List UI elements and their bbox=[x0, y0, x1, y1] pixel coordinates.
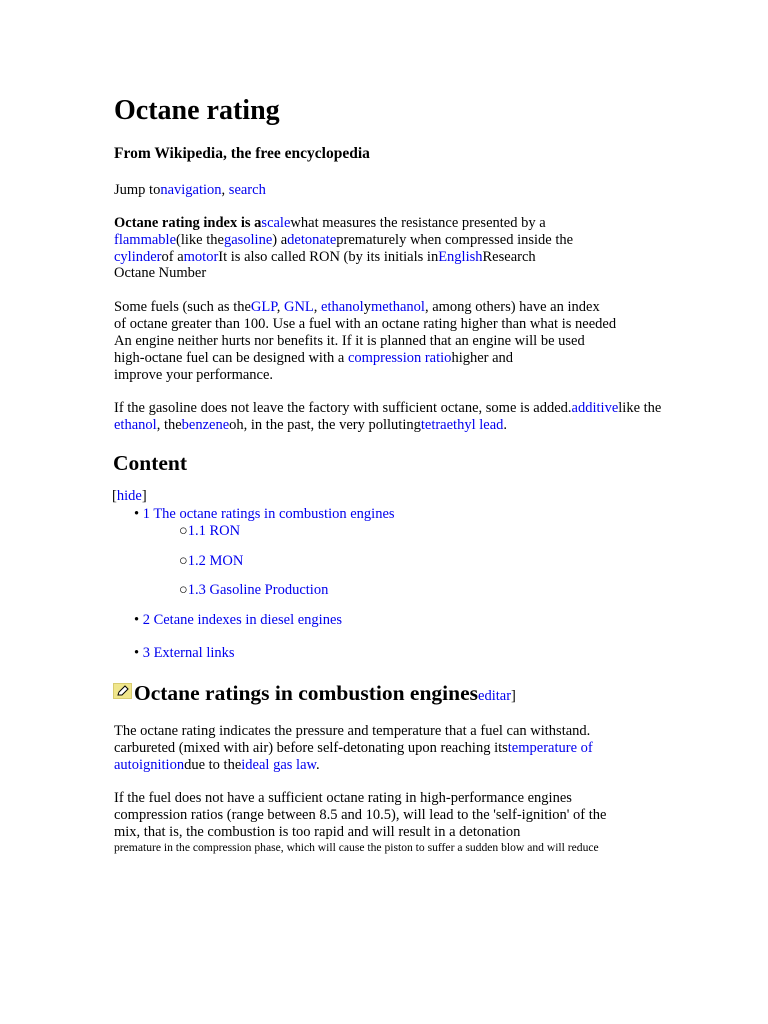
text-line bbox=[114, 839, 599, 857]
text: high-octane fuel can be designed with a bbox=[114, 350, 348, 366]
text: what measures the resistance presented by a bbox=[290, 215, 546, 231]
text: improve your performance. bbox=[114, 367, 274, 383]
text-line bbox=[114, 349, 513, 367]
text-line bbox=[114, 739, 593, 757]
text: . bbox=[503, 417, 508, 433]
text-line bbox=[134, 644, 235, 662]
text: The octane rating indicates the pressure and temperature that a fuel can withstand. bbox=[114, 723, 591, 739]
text-line bbox=[114, 264, 206, 282]
text: ○ bbox=[179, 523, 188, 539]
link[interactable]: hide bbox=[116, 488, 142, 504]
text-line bbox=[112, 487, 147, 505]
text: ○ bbox=[179, 553, 188, 569]
section-edit-link[interactable]: editar bbox=[478, 688, 512, 704]
link[interactable]: GNL bbox=[283, 299, 314, 315]
text-line bbox=[114, 315, 616, 333]
text-line bbox=[114, 416, 507, 434]
text: Jump to bbox=[114, 182, 161, 198]
text-line bbox=[179, 552, 243, 570]
text: due to the bbox=[184, 757, 242, 773]
text: prematurely when compressed inside the bbox=[336, 232, 574, 248]
text-line bbox=[114, 181, 266, 199]
link[interactable]: cylinder bbox=[114, 249, 162, 265]
text-line bbox=[114, 214, 546, 232]
text-line bbox=[114, 399, 661, 417]
text-line bbox=[114, 332, 585, 350]
text: ) a bbox=[272, 232, 288, 248]
text: , the bbox=[156, 417, 182, 433]
link[interactable]: ethanol bbox=[321, 299, 364, 315]
text-line bbox=[114, 756, 320, 774]
pencil-edit-icon[interactable] bbox=[113, 683, 132, 699]
text: , bbox=[276, 299, 284, 315]
link[interactable]: 1.2 MON bbox=[187, 553, 244, 569]
text-line bbox=[114, 298, 600, 316]
text: of octane greater than 100. Use a fuel with an octane rating higher than what is needed bbox=[114, 316, 617, 332]
link[interactable]: English bbox=[438, 249, 483, 265]
text-line bbox=[114, 806, 606, 824]
link[interactable]: additive bbox=[571, 400, 619, 416]
link[interactable]: detonate bbox=[287, 232, 337, 248]
link[interactable]: autoignition bbox=[114, 757, 185, 773]
link[interactable]: 3 External links bbox=[142, 645, 235, 661]
text: oh, in the past, the very polluting bbox=[229, 417, 421, 433]
link[interactable]: flammable bbox=[114, 232, 177, 248]
text: It is also called RON (by its initials in bbox=[218, 249, 439, 265]
text: [ bbox=[112, 488, 117, 504]
text: , bbox=[221, 182, 229, 198]
text: ○ bbox=[179, 582, 188, 598]
link[interactable]: GLP bbox=[250, 299, 277, 315]
text: Research bbox=[482, 249, 536, 265]
text: premature in the compression phase, which will cause the piston to suffer a sudden blow and will reduce bbox=[114, 841, 599, 854]
text-line bbox=[134, 505, 395, 523]
link[interactable]: tetraethyl lead bbox=[420, 417, 504, 433]
link[interactable]: temperature of bbox=[507, 740, 593, 756]
text-line bbox=[179, 522, 240, 540]
text: An engine neither hurts nor benefits it. If it is planned that an engine will be used bbox=[114, 333, 585, 349]
link[interactable]: 1.3 Gasoline Production bbox=[187, 582, 329, 598]
text: compression ratios (range between 8.5 and 10.5), will lead to the 'self-ignition' of the bbox=[114, 807, 607, 823]
content-heading: Content bbox=[113, 451, 188, 475]
link[interactable]: 1 The octane ratings in combustion engines bbox=[142, 506, 395, 522]
text: (like the bbox=[176, 232, 224, 248]
text: higher and bbox=[451, 350, 514, 366]
link[interactable]: search bbox=[228, 182, 266, 198]
text: • bbox=[134, 506, 143, 522]
text: If the fuel does not have a sufficient octane rating in high-performance engines bbox=[114, 790, 572, 806]
text: If the gasoline does not leave the factory with sufficient octane, some is added. bbox=[114, 400, 572, 416]
page-subtitle: From Wikipedia, the free encyclopedia bbox=[114, 145, 370, 162]
section-edit-bracket: ] bbox=[511, 688, 516, 704]
link[interactable]: motor bbox=[183, 249, 219, 265]
link[interactable]: ideal gas law bbox=[241, 757, 317, 773]
text: • bbox=[134, 612, 143, 628]
link[interactable]: benzene bbox=[181, 417, 230, 433]
text: . bbox=[316, 757, 320, 773]
text-line bbox=[179, 581, 328, 599]
text: Octane Number bbox=[114, 265, 207, 281]
link[interactable]: 1.1 RON bbox=[187, 523, 241, 539]
text: Some fuels (such as the bbox=[114, 299, 251, 315]
link[interactable]: scale bbox=[261, 215, 291, 231]
link[interactable]: gasoline bbox=[223, 232, 273, 248]
text-line bbox=[114, 366, 273, 384]
text: like the bbox=[618, 400, 662, 416]
link[interactable]: navigation bbox=[160, 182, 222, 198]
link[interactable]: methanol bbox=[370, 299, 425, 315]
link[interactable]: 2 Cetane indexes in diesel engines bbox=[142, 612, 343, 628]
text: carbureted (mixed with air) before self-detonating upon reaching its bbox=[114, 740, 508, 756]
text: Octane rating index is a bbox=[114, 215, 262, 231]
text: • bbox=[134, 645, 143, 661]
text: mix, that is, the combustion is too rapid and will result in a detonation bbox=[114, 824, 521, 840]
text-line bbox=[114, 789, 572, 807]
link[interactable]: ethanol bbox=[114, 417, 157, 433]
text: , among others) have an index bbox=[424, 299, 600, 315]
text-line bbox=[134, 611, 342, 629]
section-heading bbox=[113, 680, 516, 709]
text: of a bbox=[161, 249, 184, 265]
text: , bbox=[313, 299, 322, 315]
section-heading-text: Octane ratings in combustion engines bbox=[134, 681, 479, 705]
text: ] bbox=[141, 488, 147, 504]
page-title: Octane rating bbox=[114, 95, 280, 126]
text-line bbox=[114, 722, 590, 740]
link[interactable]: compression ratio bbox=[347, 350, 452, 366]
text-line bbox=[114, 231, 573, 249]
text: y bbox=[363, 299, 371, 315]
